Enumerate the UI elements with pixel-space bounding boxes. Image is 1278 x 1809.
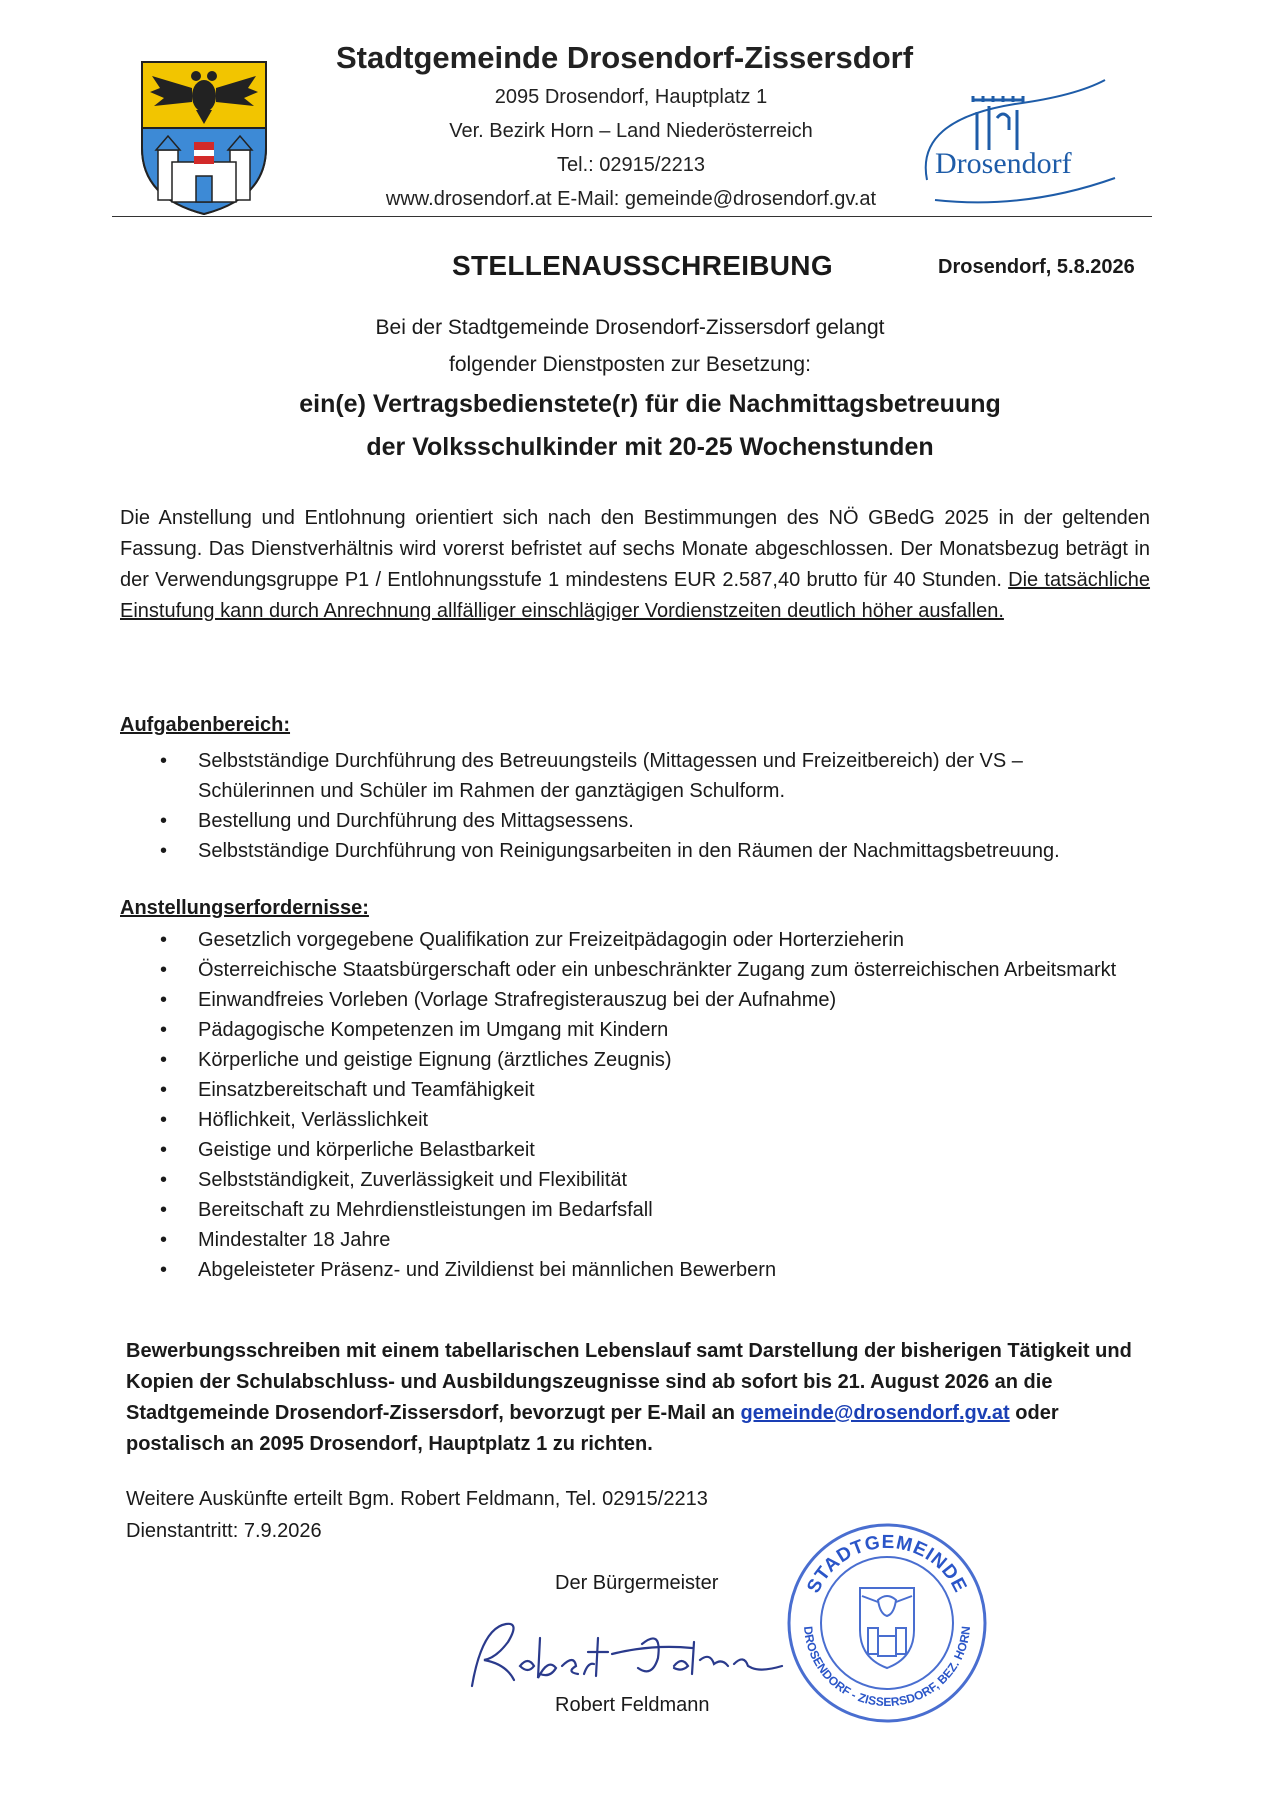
list-item: • Selbstständige Durchführung des Betreuungsteils (Mittagessen und Freizeitbereich) der VS – Schülerinnen und Schüler im Rahmen der ganztägigen Schulform.	[120, 746, 1140, 806]
list-item: • Bereitschaft zu Mehrdienstleistungen im Bedarfsfall	[120, 1195, 1140, 1225]
document-date: Drosendorf, 5.8.2026	[938, 256, 1135, 278]
list-item: • Abgeleisteter Präsenz- und Zivildienst bei männlichen Bewerbern	[120, 1255, 1140, 1285]
page-title: STELLENAUSSCHREIBUNG	[452, 250, 833, 281]
contact-info: Weitere Auskünfte erteilt Bgm. Robert Feldmann, Tel. 02915/2213	[126, 1488, 708, 1510]
list-item: • Einsatzbereitschaft und Teamfähigkeit	[120, 1075, 1140, 1105]
employment-text: Die Anstellung und Entlohnung orientiert sich nach den Bestimmungen des NÖ GBedG 2025 in der geltenden Fassung. Das Dienstverhältnis wird vorerst befristet auf sechs Monate abgeschlossen. Der Monatsbezug beträgt in der Verwendungsgruppe P1 / Entlohnungsstufe 1 mindestens EUR 2.587,40 brutto für 40 Stunden.	[120, 507, 1150, 591]
org-web-email: www.drosendorf.at E-Mail: gemeinde@drosendorf.gv.at	[385, 188, 877, 210]
stamp-text-top: STADTGEMEINDE	[803, 1531, 971, 1597]
org-phone: Tel.: 02915/2213	[557, 154, 705, 176]
employment-note-underlined: Die tatsächliche Einstufung kann durch Anrechnung allfälliger einschlägiger Vordienstzeiten deutlich höher ausfallen.	[120, 569, 1151, 622]
application-text: Bewerbungsschreiben mit einem tabellarischen Lebenslauf samt Darstellung der bisherigen Tätigkeit und Kopien der Schulabschluss- und Ausbildungszeugnisse sind ab sofort bis 21. August 2026 an die Stadtgemeinde Drosendorf-Zissersdorf, bevorzugt per E-Mail an	[126, 1340, 1132, 1424]
stamp-text-bottom: DROSENDORF - ZISSERSDORF, BEZ. HORN	[800, 1625, 974, 1710]
list-item: • Körperliche und geistige Eignung (ärztliches Zeugnis)	[120, 1045, 1140, 1075]
tasks-heading: Aufgabenbereich:	[120, 714, 291, 736]
start-date: Dienstantritt: 7.9.2026	[126, 1520, 322, 1542]
requirements-list	[120, 925, 1140, 1285]
email-link[interactable]: gemeinde@drosendorf.gv.at	[740, 1402, 1010, 1424]
list-item: • Gesetzlich vorgegebene Qualifikation zur Freizeitpädagogin oder Horterzieherin	[120, 925, 1140, 955]
logo-text: Drosendorf	[935, 147, 1072, 180]
list-item: • Mindestalter 18 Jahre	[120, 1225, 1140, 1255]
position-title-line-2: der Volksschulkinder mit 20-25 Wochenstunden	[366, 433, 934, 461]
tasks-list	[120, 746, 1140, 866]
list-item: • Bestellung und Durchführung des Mittagsessens.	[120, 806, 1140, 836]
intro-line-2: folgender Dienstposten zur Besetzung:	[449, 353, 811, 376]
org-name: Stadtgemeinde Drosendorf-Zissersdorf	[336, 40, 914, 75]
list-item: • Geistige und körperliche Belastbarkeit	[120, 1135, 1140, 1165]
header-divider	[112, 216, 1152, 217]
application-text-end: oder postalisch an 2095 Drosendorf, Hauptplatz 1 zu richten.	[126, 1402, 1059, 1455]
application-paragraph	[126, 1336, 1156, 1460]
list-item: • Selbstständigkeit, Zuverlässigkeit und Flexibilität	[120, 1165, 1140, 1195]
list-item: • Höflichkeit, Verlässlichkeit	[120, 1105, 1140, 1135]
org-address: 2095 Drosendorf, Hauptplatz 1	[494, 86, 768, 108]
official-stamp	[782, 1518, 992, 1728]
drosendorf-logo-icon	[905, 60, 1125, 210]
signature-role: Der Bürgermeister	[555, 1572, 719, 1594]
signatory-name: Robert Feldmann	[555, 1694, 710, 1716]
coat-of-arms-icon	[138, 58, 270, 218]
requirements-heading: Anstellungserfordernisse:	[120, 897, 369, 919]
list-item: • Einwandfreies Vorleben (Vorlage Strafregisterauszug bei der Aufnahme)	[120, 985, 1140, 1015]
handwritten-signature	[462, 1608, 802, 1698]
list-item: • Selbstständige Durchführung von Reinigungsarbeiten in den Räumen der Nachmittagsbetreuung.	[120, 836, 1140, 866]
intro-line-1: Bei der Stadtgemeinde Drosendorf-Zissersdorf gelangt	[375, 316, 885, 339]
list-item: • Pädagogische Kompetenzen im Umgang mit Kindern	[120, 1015, 1140, 1045]
list-item: • Österreichische Staatsbürgerschaft oder ein unbeschränkter Zugang zum österreichischen Arbeitsmarkt	[120, 955, 1140, 985]
position-title-line-1: ein(e) Vertragsbedienstete(r) für die Nachmittagsbetreuung	[299, 390, 1001, 418]
org-district: Ver. Bezirk Horn – Land Niederösterreich	[449, 120, 813, 142]
employment-paragraph	[120, 503, 1150, 627]
